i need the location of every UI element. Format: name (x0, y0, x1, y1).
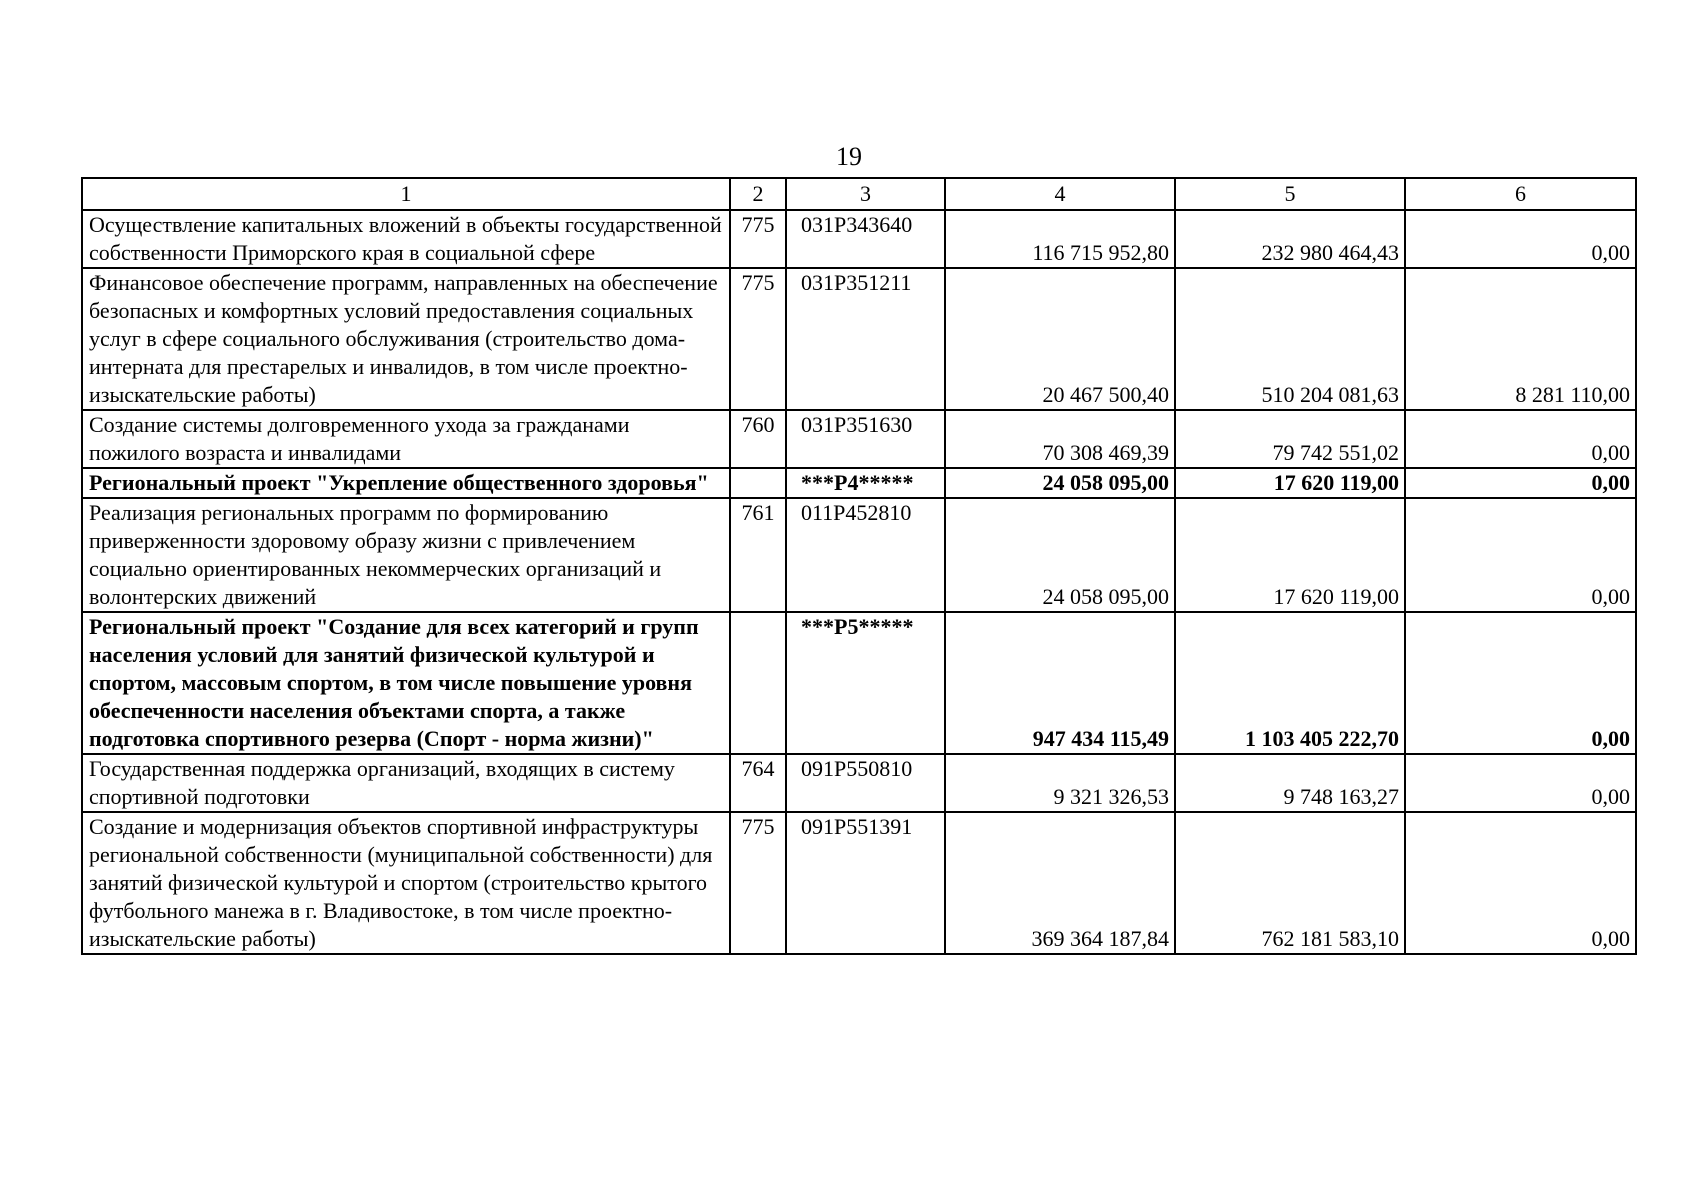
row-value-6: 0,00 (1405, 812, 1636, 954)
row-name: Создание и модернизация объектов спортивной инфраструктуры региональной собственности (муниципальной собственности) для занятий физической культурой и спортом (строительство крытого футбольного манежа в г. Владивостоке, в том числе проектно-изыскательские работы) (82, 812, 730, 954)
row-value-4: 20 467 500,40 (945, 268, 1175, 410)
row-value-5: 9 748 163,27 (1175, 754, 1405, 812)
row-name: Финансовое обеспечение программ, направленных на обеспечение безопасных и комфортных условий предоставления социальных услуг в сфере социального обслуживания (строительство дома-интерната для престарелых и инвалидов, в том числе проектно-изыскательские работы) (82, 268, 730, 410)
table-row (82, 410, 1636, 468)
row-csr-code: 011P452810 (786, 498, 945, 612)
row-grbs-code: 760 (730, 410, 786, 468)
row-value-6: 0,00 (1405, 468, 1636, 498)
row-csr-code: 031P343640 (786, 210, 945, 268)
row-value-6: 0,00 (1405, 498, 1636, 612)
row-value-5: 232 980 464,43 (1175, 210, 1405, 268)
row-value-5: 510 204 081,63 (1175, 268, 1405, 410)
column-header-3: 3 (786, 178, 945, 210)
table-row (82, 268, 1636, 410)
row-value-6: 0,00 (1405, 754, 1636, 812)
table-body (82, 210, 1636, 954)
row-name: Осуществление капитальных вложений в объекты государственной собственности Приморского края в социальной сфере (82, 210, 730, 268)
column-header-4: 4 (945, 178, 1175, 210)
row-value-6: 0,00 (1405, 612, 1636, 754)
table-row (82, 812, 1636, 954)
row-value-5: 17 620 119,00 (1175, 468, 1405, 498)
row-grbs-code: 764 (730, 754, 786, 812)
row-value-5: 1 103 405 222,70 (1175, 612, 1405, 754)
header-row (82, 178, 1636, 210)
row-grbs-code: 775 (730, 210, 786, 268)
row-name: Региональный проект "Укрепление общественного здоровья" (82, 468, 730, 498)
column-header-6: 6 (1405, 178, 1636, 210)
table-row-project (82, 612, 1636, 754)
column-header-5: 5 (1175, 178, 1405, 210)
table-row (82, 498, 1636, 612)
row-csr-code: 031P351211 (786, 268, 945, 410)
row-grbs-code (730, 468, 786, 498)
row-grbs-code: 775 (730, 812, 786, 954)
row-csr-code: 091P551391 (786, 812, 945, 954)
row-value-5: 79 742 551,02 (1175, 410, 1405, 468)
row-value-6: 0,00 (1405, 210, 1636, 268)
table-header (82, 178, 1636, 210)
row-name: Создание системы долговременного ухода за гражданами пожилого возраста и инвалидами (82, 410, 730, 468)
row-csr-code: 031P351630 (786, 410, 945, 468)
row-csr-code: ***P5***** (786, 612, 945, 754)
row-name: Региональный проект "Создание для всех категорий и групп населения условий для занятий физической культурой и спортом, массовым спортом, в том числе повышение уровня обеспеченности населения объектами спорта, а также подготовка спортивного резерва (Спорт - норма жизни)" (82, 612, 730, 754)
row-value-5: 17 620 119,00 (1175, 498, 1405, 612)
row-value-6: 8 281 110,00 (1405, 268, 1636, 410)
row-grbs-code: 775 (730, 268, 786, 410)
row-value-6: 0,00 (1405, 410, 1636, 468)
row-grbs-code: 761 (730, 498, 786, 612)
row-name: Реализация региональных программ по формированию приверженности здоровому образу жизни с привлечением социально ориентированных некоммерческих организаций и волонтерских движений (82, 498, 730, 612)
row-value-5: 762 181 583,10 (1175, 812, 1405, 954)
row-name: Государственная поддержка организаций, входящих в систему спортивной подготовки (82, 754, 730, 812)
table-row (82, 210, 1636, 268)
row-csr-code: ***P4***** (786, 468, 945, 498)
row-value-4: 947 434 115,49 (945, 612, 1175, 754)
row-value-4: 9 321 326,53 (945, 754, 1175, 812)
table-row-project (82, 468, 1636, 498)
budget-table (81, 177, 1637, 955)
page-number: 19 (836, 142, 862, 171)
column-header-1: 1 (82, 178, 730, 210)
row-value-4: 24 058 095,00 (945, 498, 1175, 612)
table-row (82, 754, 1636, 812)
row-value-4: 369 364 187,84 (945, 812, 1175, 954)
row-value-4: 70 308 469,39 (945, 410, 1175, 468)
column-header-2: 2 (730, 178, 786, 210)
row-grbs-code (730, 612, 786, 754)
row-value-4: 24 058 095,00 (945, 468, 1175, 498)
row-value-4: 116 715 952,80 (945, 210, 1175, 268)
row-csr-code: 091P550810 (786, 754, 945, 812)
